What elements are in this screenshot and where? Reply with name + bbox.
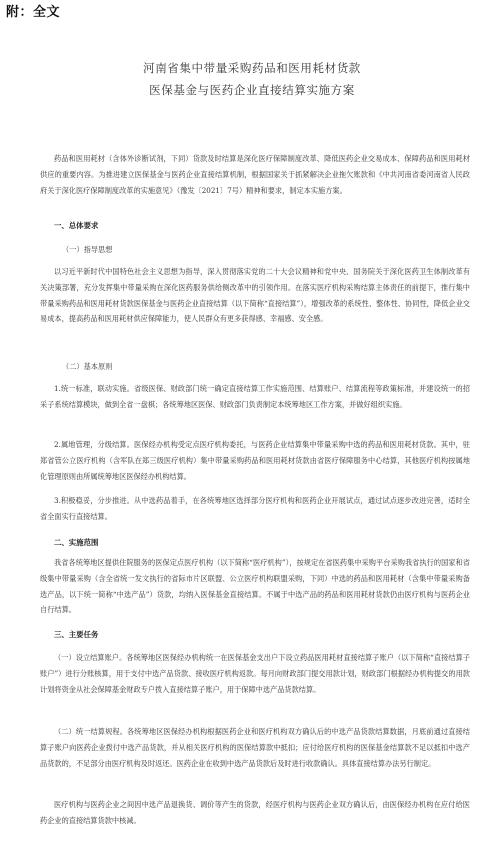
task-3-paragraph: 医疗机构与医药企业之间因中选产品退换货、调价等产生的货款，经医疗机构与医药企业双方确认后，由医保经办机构在应付给医药企业的直接结算货款中核减。 — [40, 800, 470, 825]
guiding-ideology-paragraph: 以习近平新时代中国特色社会主义思想为指导，深入贯彻落实党的二十大会议精神和党中央、国务院关于深化医药卫生体制改革有关决策部署，充分发挥集中带量采购在深化医药服务供给侧改革中的引领作用。在落实医疗机构采购结算主体责任的前提下，推行集中带量采购药品和医用耗材货款医保基金与医药企业直接结算（以下简称“直接结算”），增强改革的系统性、整体性、协同性，降低企业交易成本，提高药品和医用耗材供应保障能力，使人民群众有更多获得感、幸福感、安全感。 — [40, 267, 470, 324]
section-heading-scope: 二、实施范围 — [54, 538, 99, 547]
subsection-heading-basic-principles: （二）基本原则 — [62, 362, 113, 371]
principle-2-paragraph: 2.属地管理，分级结算。医保经办机构受定点医疗机构委托，与医药企业结算集中带量采购中选的药品和医用耗材货款。其中，驻郑省管公立医疗机构（含军队在郑三级医疗机构）集中带量采购药品和医用耗材货款由省医疗保障服务中心结算，其他医疗机构按属地化管理原则由所属统筹地区医保经办机构结算。 — [40, 440, 470, 481]
section-heading-overall-requirements: 一、总体要求 — [54, 221, 99, 230]
document-title-line1: 河南省集中带量采购药品和医用耗材货款 — [143, 61, 361, 75]
task-1-paragraph: （一）设立结算账户。各统筹地区医保经办机构统一在医保基金支出户下设立药品医用耗材直接结算子账户（以下简称“直接结算子账户”）进行分账核算，用于支付中选产品货款、接收医疗机构返款。每月向财政部门提交用款计划，财政部门根据经办机构提交的用款计划将资金从社会保障基金财政专户拨入直接结算子账户，用于保障中选产品货款结算。 — [40, 653, 470, 694]
attachment-label: 附：全文 — [6, 5, 61, 20]
task-2-paragraph: （二）统一结算规程。各统筹地区医保经办机构根据医药企业和医疗机构双方确认后的中选产品货款结算数据，月底前通过直接结算子账户向医药企业拨付中选产品货款，并从相关医疗机构的医保结算款中抵扣；应付给医疗机构的医保基金结算款不足以抵扣中选产品货款的，不足部分由医疗机构及时返还。医药企业在收到中选产品货款后及时进行收款确认。具体直接结算办法另行制定。 — [40, 727, 470, 768]
principle-3-paragraph: 3.积极稳妥，分步推进。从中选药品着手，在各统筹地区选择部分医疗机构和医药企业开展试点，通过试点逐步改进完善，适时全省全面实行直接结算。 — [40, 496, 470, 521]
scope-paragraph: 我省各统筹地区提供住院服务的医保定点医疗机构（以下简称“医疗机构”），按规定在省医药集中采购平台采购我省执行的国家和省级集中带量采购（含全省统一发文执行的省际市片区联盟、公立医疗机构联盟采购，下同）中选的药品和医用耗材（含集中带量采购备选产品，以下统一简称“中选产品”）货款，均纳入医保基金直接结算。不属于中选产品的药品和医用耗材货款仍由医疗机构与医药企业自行结算。 — [40, 558, 470, 615]
intro-paragraph: 药品和医用耗材（含体外诊断试剂，下同）货款及时结算是深化医疗保障制度改革、降低医药企业交易成本、保障药品和医用耗材供应的重要内容。为推进建立医保基金与医药企业直接结算机制，根据国家关于抓紧解决企业拖欠账款和《中共河南省委河南省人民政府关于深化医疗保障制度改革的实施意见》（豫发〔2021〕7号）精神和要求，制定本实施方案。 — [40, 154, 470, 195]
subsection-heading-guiding-ideology: （一）指导思想 — [62, 245, 113, 254]
principle-1-paragraph: 1.统一标准，联动实施。省级医保、财政部门统一确定直接结算工作实施范围、结算账户、结算流程等政策标准，并建设统一的招采子系统结算模块，做到全省一盘棋；各统筹地区医保、财政部门负责制定本统筹地区工作方案，并做好组织实施。 — [40, 384, 470, 409]
section-heading-main-tasks: 三、主要任务 — [54, 630, 99, 639]
document-title-line2: 医保基金与医药企业直接结算实施方案 — [149, 83, 355, 97]
